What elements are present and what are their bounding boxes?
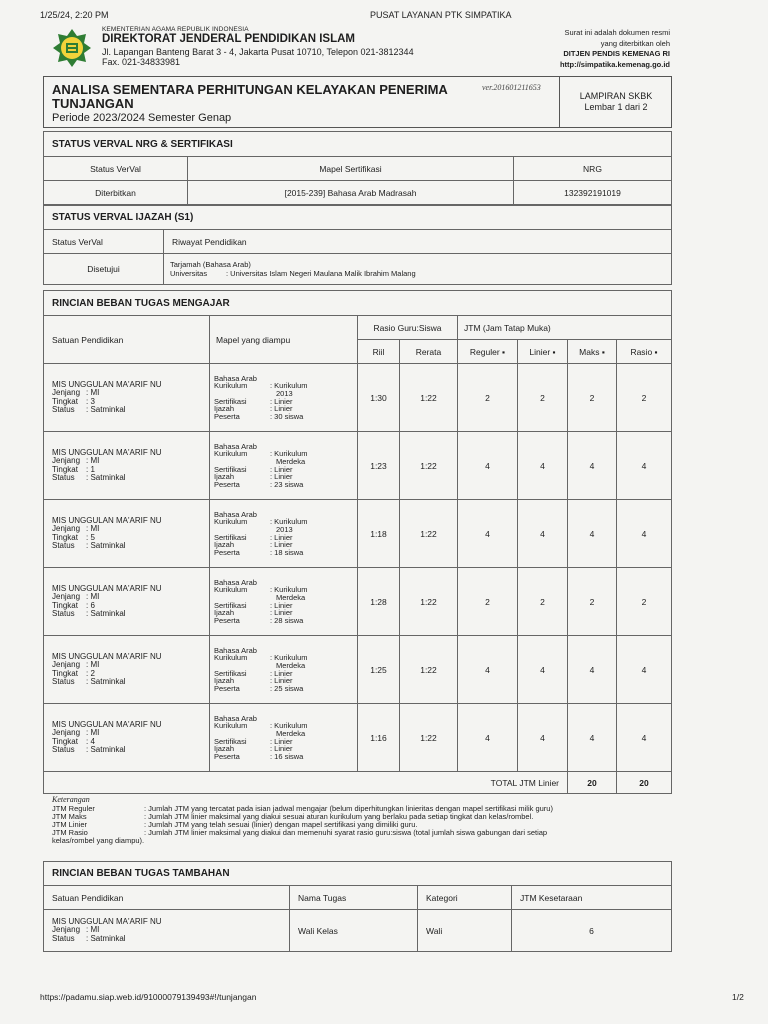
kv-value: : Satminkal — [86, 472, 126, 482]
col-rasio: Rasio ▪ — [617, 340, 672, 364]
print-site-title: PUSAT LAYANAN PTK SIMPATIKA — [370, 10, 512, 20]
kv-label: Ijazah — [214, 676, 235, 686]
document-period: Periode 2023/2024 Semester Genap — [52, 112, 232, 124]
ijazah-section — [43, 205, 672, 285]
kv-label: Ijazah — [214, 540, 235, 550]
kv-value: : Kurikulum — [270, 585, 308, 595]
nrg-section-heading: STATUS VERVAL NRG & SERTIFIKASI — [43, 131, 672, 156]
kv-label: Jenjang — [52, 728, 81, 738]
kv-label: Jenjang — [52, 524, 81, 534]
jtm-linier: 2 — [518, 568, 568, 636]
jtm-linier: 4 — [518, 636, 568, 704]
print-page: 1/2 — [732, 992, 744, 1002]
kv-value: : 1 — [86, 464, 95, 474]
ratio-riil: 1:25 — [358, 636, 400, 704]
ratio-rerata: 1:22 — [400, 568, 458, 636]
jtm-rasio: 4 — [617, 636, 672, 704]
jtm-rasio: 4 — [617, 704, 672, 772]
kv-label: Ijazah — [214, 744, 235, 754]
kv-value: : Linier — [270, 676, 293, 686]
kv-value: : 6 — [86, 600, 95, 610]
kv-value: : Satminkal — [86, 404, 126, 414]
col-reguler: Reguler ▪ — [458, 340, 518, 364]
subject-name: Bahasa Arab — [214, 577, 257, 587]
ratio-riil: 1:23 — [358, 432, 400, 500]
task-row — [44, 636, 672, 704]
kv-label: Sertifikasi — [214, 396, 247, 406]
kv-label: Status — [52, 472, 75, 482]
ratio-riil: 1:28 — [358, 568, 400, 636]
kv-value: : Kurikulum — [270, 653, 308, 663]
jtm-reguler: 4 — [458, 636, 518, 704]
task-subject — [210, 500, 358, 568]
kv-label: Peserta — [214, 683, 240, 693]
ratio-rerata: 1:22 — [400, 432, 458, 500]
kv-value: Merdeka — [276, 660, 306, 670]
kv-value: : Linier — [270, 472, 293, 482]
ministry-logo-icon — [52, 28, 92, 68]
kv-value: : MI — [86, 388, 100, 398]
extra-tasks-table — [43, 885, 672, 952]
ijazah-section-heading: STATUS VERVAL IJAZAH (S1) — [43, 205, 672, 229]
kv-value: : Satminkal — [86, 933, 126, 943]
task-subject — [210, 704, 358, 772]
jtm-rasio: 2 — [617, 568, 672, 636]
extra-section-heading: RINCIAN BEBAN TUGAS TAMBAHAN — [43, 861, 672, 885]
ratio-rerata: 1:22 — [400, 704, 458, 772]
jtm-reguler: 4 — [458, 704, 518, 772]
kv-value: : MI — [86, 592, 100, 602]
jtm-maks: 4 — [568, 636, 617, 704]
school-name: MIS UNGGULAN MA'ARIF NU — [52, 583, 162, 593]
ijazah-header: Status VerVal — [44, 230, 164, 254]
task-row — [44, 704, 672, 772]
note-continuation: kelas/rombel yang diampu). — [52, 835, 145, 845]
kv-label: Ijazah — [214, 608, 235, 618]
kv-value: : Linier — [270, 540, 293, 550]
kv-value: : Satminkal — [86, 744, 126, 754]
jtm-linier: 4 — [518, 432, 568, 500]
kv-value: : MI — [86, 660, 100, 670]
kv-label: Peserta — [214, 615, 240, 625]
print-datetime: 1/25/24, 2:20 PM — [40, 10, 109, 20]
kv-value: : MI — [86, 925, 100, 935]
kv-label: Tingkat — [52, 668, 78, 678]
letterhead-address: Jl. Lapangan Banteng Barat 3 - 4, Jakarta Pusat 10710, Telepon 021-3812344 — [102, 46, 414, 57]
kv-value: : Satminkal — [86, 540, 126, 550]
kv-value: 2013 — [276, 524, 293, 534]
col-school: Satuan Pendidikan — [44, 316, 210, 364]
kv-label: Jenjang — [52, 925, 81, 935]
kv-label: Jenjang — [52, 456, 81, 466]
col-rerata: Rerata — [400, 340, 458, 364]
issuer-url: http://simpatika.kemenag.go.id — [559, 59, 670, 69]
task-subject — [210, 636, 358, 704]
kv-value: : 18 siswa — [270, 547, 304, 557]
kv-label: Tingkat — [52, 736, 78, 746]
kv-value: : MI — [86, 524, 100, 534]
subject-name: Bahasa Arab — [214, 373, 257, 383]
note-key: JTM Rasio — [52, 828, 88, 838]
task-school — [44, 364, 210, 432]
kv-label: Tingkat — [52, 532, 78, 542]
attachment-info — [560, 91, 672, 113]
kv-label: Peserta — [214, 411, 240, 421]
school-name: MIS UNGGULAN MA'ARIF NU — [52, 916, 162, 926]
kv-label: Sertifikasi — [214, 464, 247, 474]
kv-value: : 28 siswa — [270, 615, 304, 625]
subject-name: Bahasa Arab — [214, 509, 257, 519]
col-linier: Linier ▪ — [518, 340, 568, 364]
print-url: https://padamu.siap.web.id/91000079139493#!/tunjangan — [40, 992, 257, 1002]
kv-label: Status — [52, 933, 75, 943]
jtm-rasio: 2 — [617, 364, 672, 432]
task-row — [44, 568, 672, 636]
kv-label: Kurikulum — [214, 517, 248, 527]
note-key: JTM Maks — [52, 812, 87, 822]
task-subject — [210, 364, 358, 432]
task-school — [44, 432, 210, 500]
kv-value: : Linier — [270, 396, 293, 406]
school-name: MIS UNGGULAN MA'ARIF NU — [52, 719, 162, 729]
kv-label: Sertifikasi — [214, 532, 247, 542]
jtm-maks: 4 — [568, 500, 617, 568]
kv-label: Sertifikasi — [214, 736, 247, 746]
kv-value: : Linier — [270, 532, 293, 542]
note-key: JTM Reguler — [52, 804, 95, 814]
nrg-section — [43, 131, 672, 205]
task-row — [44, 500, 672, 568]
ratio-rerata: 1:22 — [400, 364, 458, 432]
kv-value: : Linier — [270, 464, 293, 474]
kv-value: Merdeka — [276, 456, 306, 466]
kv-value: : 23 siswa — [270, 479, 304, 489]
total-label: TOTAL JTM Linier — [44, 772, 568, 794]
kv-label: Peserta — [214, 547, 240, 557]
tasks-section — [43, 290, 672, 794]
document-title: ANALISA SEMENTARA PERHITUNGAN KELAYAKAN PENERIMA TUNJANGAN — [52, 82, 448, 111]
nrg-table — [43, 156, 672, 205]
issuer-name: DITJEN PENDIS KEMENAG RI — [563, 49, 670, 58]
jtm-rasio: 4 — [617, 500, 672, 568]
note-item — [52, 829, 672, 837]
task-row — [44, 432, 672, 500]
jtm-linier: 2 — [518, 364, 568, 432]
nrg-header: NRG — [514, 157, 672, 181]
col-subject: Mapel yang diampu — [210, 316, 358, 364]
extra-header: Satuan Pendidikan — [44, 886, 290, 910]
total-rasio: 20 — [617, 772, 672, 794]
kv-value: : Kurikulum — [270, 381, 308, 391]
kv-label: Peserta — [214, 751, 240, 761]
kv-value: : 16 siswa — [270, 751, 304, 761]
extra-header: Nama Tugas — [290, 886, 418, 910]
kv-label: Ijazah — [214, 472, 235, 482]
tasks-section-heading: RINCIAN BEBAN TUGAS MENGAJAR — [43, 290, 672, 315]
document-version: ver.20160121​1653 — [482, 83, 541, 92]
kv-value: : Kurikulum — [270, 449, 308, 459]
kv-value: : 25 siswa — [270, 683, 304, 693]
ratio-rerata: 1:22 — [400, 500, 458, 568]
nrg-status: Diterbitkan — [44, 181, 188, 205]
kv-label: Tingkat — [52, 396, 78, 406]
kv-value: : Linier — [270, 744, 293, 754]
col-riil: Riil — [358, 340, 400, 364]
school-name: MIS UNGGULAN MA'ARIF NU — [52, 379, 162, 389]
extra-jtm: 6 — [512, 910, 672, 952]
kv-value: : Kurikulum — [270, 721, 308, 731]
kv-label: Status — [52, 744, 75, 754]
kv-label: Kurikulum — [214, 721, 248, 731]
extra-category: Wali — [418, 910, 512, 952]
school-name: MIS UNGGULAN MA'ARIF NU — [52, 515, 162, 525]
kv-value: : Linier — [270, 404, 293, 414]
kv-label: Kurikulum — [214, 381, 248, 391]
kv-value: : 5 — [86, 532, 95, 542]
note-value: : Jumlah JTM linier maksimal yang diakui dan memenuhi syarat rasio guru:siswa (total jumlah siswa gabungan dari setiap — [144, 828, 548, 838]
kv-value: : Satminkal — [86, 608, 126, 618]
kv-value: : MI — [86, 728, 100, 738]
nrg-header: Mapel Sertifikasi — [188, 157, 514, 181]
subject-name: Bahasa Arab — [214, 441, 257, 451]
extra-task-name: Wali Kelas — [290, 910, 418, 952]
ijazah-table — [43, 229, 672, 285]
note-line: Surat ini adalah dokumen resmi — [564, 28, 670, 37]
task-school — [44, 704, 210, 772]
study-program: Tarjamah (Bahasa Arab) — [170, 259, 251, 269]
task-school — [44, 636, 210, 704]
kv-label: Kurikulum — [214, 653, 248, 663]
ratio-rerata: 1:22 — [400, 636, 458, 704]
subject-name: Bahasa Arab — [214, 645, 257, 655]
directorate-name: DIREKTORAT JENDERAL PENDIDIKAN ISLAM — [102, 33, 356, 46]
ministry-name: KEMENTERIAN AGAMA REPUBLIK INDONESIA — [102, 26, 249, 33]
kv-value: : Linier — [270, 608, 293, 618]
jtm-maks: 4 — [568, 432, 617, 500]
kv-label: Sertifikasi — [214, 668, 247, 678]
kv-value: : MI — [86, 456, 100, 466]
document-authenticity-note — [560, 28, 670, 70]
ratio-riil: 1:30 — [358, 364, 400, 432]
extra-school — [44, 910, 290, 952]
note-line: yang diterbitkan oleh — [600, 38, 670, 48]
letterhead — [102, 26, 414, 67]
ratio-riil: 1:18 — [358, 500, 400, 568]
kv-value: : Linier — [270, 736, 293, 746]
jtm-rasio: 4 — [617, 432, 672, 500]
ijazah-status: Disetujui — [44, 254, 164, 285]
kv-label: Tingkat — [52, 600, 78, 610]
jtm-reguler: 4 — [458, 432, 518, 500]
task-school — [44, 568, 210, 636]
letterhead-fax: Fax. 021-34833981 — [102, 57, 181, 68]
nrg-number: 132392191019 — [514, 181, 672, 205]
nrg-subject: [2015-239] Bahasa Arab Madrasah — [188, 181, 514, 205]
kv-value: 2013 — [276, 388, 293, 398]
note-value: : Jumlah JTM yang telah sesuai (linier) dengan mapel sertifikasi yang dimiliki guru. — [144, 820, 418, 830]
jtm-reguler: 2 — [458, 568, 518, 636]
kv-label: Status — [52, 608, 75, 618]
notes — [52, 796, 672, 845]
document-title-box — [43, 76, 672, 128]
kv-label: Jenjang — [52, 592, 81, 602]
kv-value: : Satminkal — [86, 676, 126, 686]
kv-value: : 4 — [86, 736, 95, 746]
kv-value: : 30 siswa — [270, 411, 304, 421]
jtm-maks: 2 — [568, 364, 617, 432]
kv-value: Merdeka — [276, 728, 306, 738]
note-key: JTM Linier — [52, 820, 88, 830]
kv-label: Sertifikasi — [214, 600, 247, 610]
col-ratio-group: Rasio Guru:Siswa — [358, 316, 458, 340]
col-maks: Maks ▪ — [568, 340, 617, 364]
kv-value: : 2 — [86, 668, 95, 678]
extra-tasks-section — [43, 861, 672, 952]
jtm-linier: 4 — [518, 500, 568, 568]
jtm-maks: 2 — [568, 568, 617, 636]
kv-label: Status — [52, 676, 75, 686]
kv-label: Status — [52, 540, 75, 550]
kv-value: : Kurikulum — [270, 517, 308, 527]
kv-label: Kurikulum — [214, 585, 248, 595]
kv-value: Merdeka — [276, 592, 306, 602]
kv-label: Kurikulum — [214, 449, 248, 459]
school-name: MIS UNGGULAN MA'ARIF NU — [52, 447, 162, 457]
jtm-reguler: 2 — [458, 364, 518, 432]
univ-name: : Universitas Islam Negeri Maulana Malik Ibrahim Malang — [226, 269, 416, 278]
ijazah-header: Riwayat Pendidikan — [164, 230, 672, 254]
ratio-riil: 1:16 — [358, 704, 400, 772]
total-maks: 20 — [568, 772, 617, 794]
jtm-linier: 4 — [518, 704, 568, 772]
kv-label: Ijazah — [214, 404, 235, 414]
task-subject — [210, 432, 358, 500]
kv-value: : Linier — [270, 668, 293, 678]
ijazah-history — [164, 254, 672, 285]
kv-label: Status — [52, 404, 75, 414]
task-school — [44, 500, 210, 568]
col-jtm-group: JTM (Jam Tatap Muka) — [458, 316, 672, 340]
kv-value: : 3 — [86, 396, 95, 406]
jtm-reguler: 4 — [458, 500, 518, 568]
subject-name: Bahasa Arab — [214, 713, 257, 723]
extra-header: JTM Kesetaraan — [512, 886, 672, 910]
note-value: : Jumlah JTM linier maksimal yang diakui sesuai aturan kurikulum yang berlaku pada setiap tingkat dan kelas/rombel. — [144, 812, 534, 822]
kv-label: Jenjang — [52, 388, 81, 398]
sheet-label: Lembar 1 dari 2 — [584, 101, 648, 112]
task-subject — [210, 568, 358, 636]
kv-label: Jenjang — [52, 660, 81, 670]
jtm-maks: 4 — [568, 704, 617, 772]
kv-value: : Linier — [270, 600, 293, 610]
task-row — [44, 364, 672, 432]
kv-label: Peserta — [214, 479, 240, 489]
school-name: MIS UNGGULAN MA'ARIF NU — [52, 651, 162, 661]
attachment-label: LAMPIRAN SKBK — [579, 91, 653, 101]
tasks-table — [43, 315, 672, 794]
kv-label: Tingkat — [52, 464, 78, 474]
univ-label: Universitas — [170, 269, 208, 278]
extra-header: Kategori — [418, 886, 512, 910]
notes-heading: Keterangan — [52, 795, 90, 804]
note-value: : Jumlah JTM yang tercatat pada isian jadwal mengajar (belum diperhitungkan linieritas dengan mapel sertifikasi milik guru) — [144, 804, 553, 814]
nrg-header: Status VerVal — [44, 157, 188, 181]
